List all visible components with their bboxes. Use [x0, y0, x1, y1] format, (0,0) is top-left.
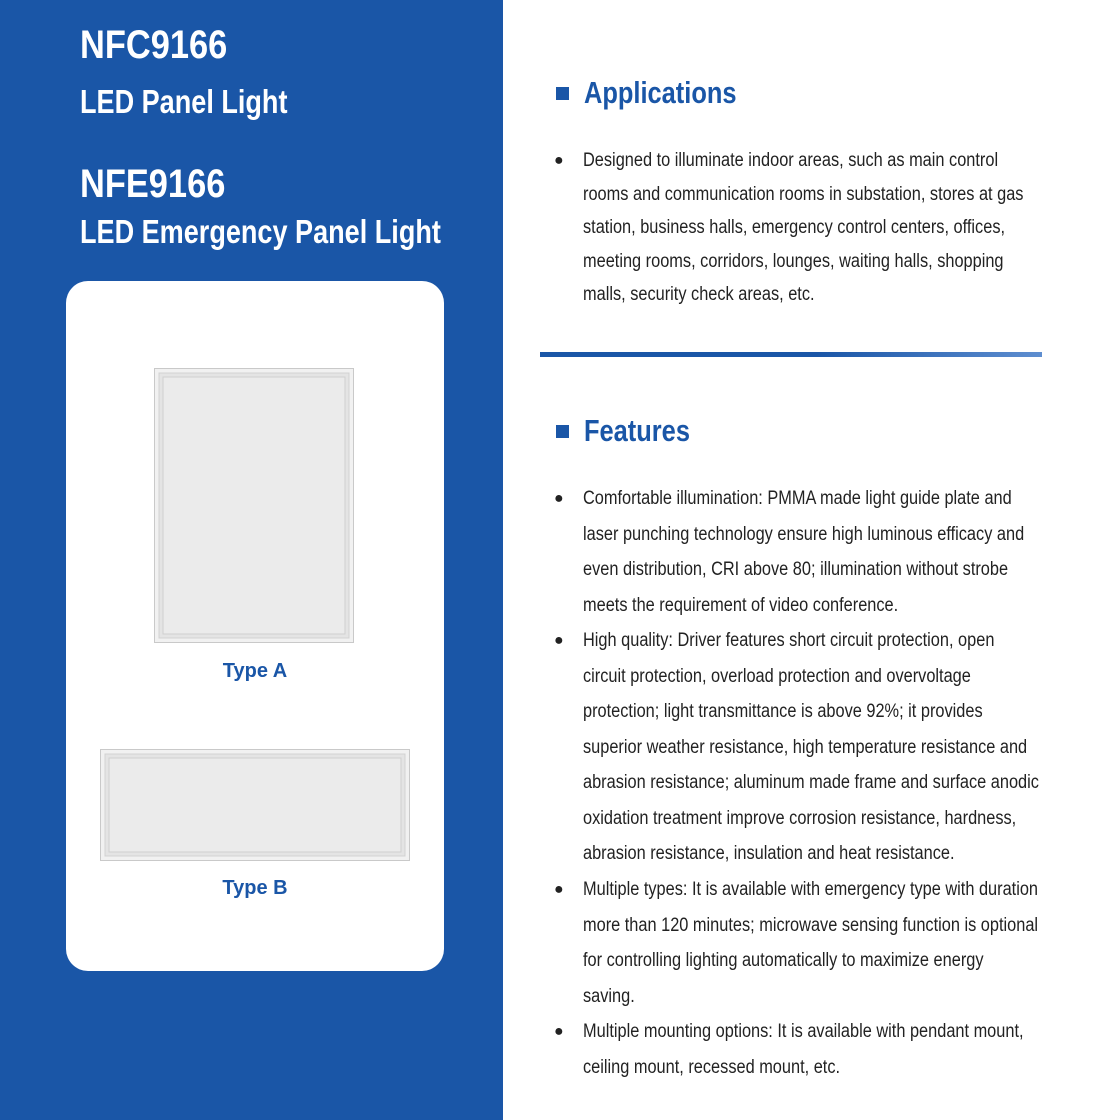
bullet-dot-icon: ● — [554, 1023, 564, 1040]
feature-item: ● High quality: Driver features short circuit protection, open circuit protection, overload protection and overvoltage protection; light transmittance is above 92%; it provides superior weather resistance, high temperature resistance and abrasion resistance; aluminum made frame and surface anodic oxidation treatment improve corrosion resistance, hardness, abrasion resistance, insulation and heat resistance. — [583, 623, 1103, 872]
product-image-card — [66, 281, 444, 971]
bullet-dot-icon: ● — [554, 632, 564, 649]
bullet-dot-icon: ● — [554, 152, 564, 169]
features-heading — [556, 414, 713, 448]
panel-light-type-b-image — [100, 749, 410, 861]
feature-item: ● Multiple mounting options: It is available with pendant mount, ceiling mount, recessed mount, etc. — [583, 1014, 1103, 1085]
feature-item: ● Multiple types: It is available with emergency type with duration more than 120 minutes; microwave sensing function is optional for controlling lighting automatically to maximize energy saving. — [583, 872, 1103, 1014]
type-b-label: Type B — [222, 877, 288, 899]
product2-model: NFE9166 — [80, 162, 226, 206]
product2-name: LED Emergency Panel Light — [80, 213, 441, 250]
applications-title: Applications — [584, 75, 737, 110]
bullet-dot-icon: ● — [554, 881, 564, 898]
applications-heading — [556, 76, 770, 110]
square-bullet-icon — [556, 87, 569, 100]
features-title: Features — [584, 413, 690, 448]
square-bullet-icon — [556, 425, 569, 438]
product1-model: NFC9166 — [80, 23, 228, 67]
type-a-label: Type A — [222, 660, 288, 682]
left-panel — [0, 0, 503, 1120]
feature-item: ● Comfortable illumination: PMMA made light guide plate and laser punching technology ensure high luminous efficacy and even distribution, CRI above 80; illumination without strobe meets the requirement of video conference. — [583, 481, 1103, 623]
bullet-dot-icon: ● — [554, 490, 564, 507]
right-panel — [503, 0, 1120, 1120]
applications-item: ● Designed to illuminate indoor areas, such as main control rooms and communication rooms in substation, stores at gas station, business halls, emergency control centers, offices, meeting rooms, corridors, lounges, waiting halls, shopping malls, security check areas, etc. — [583, 144, 1103, 312]
product1-name: LED Panel Light — [80, 83, 288, 120]
section-divider — [540, 352, 1042, 357]
panel-light-type-a-image — [154, 368, 354, 643]
